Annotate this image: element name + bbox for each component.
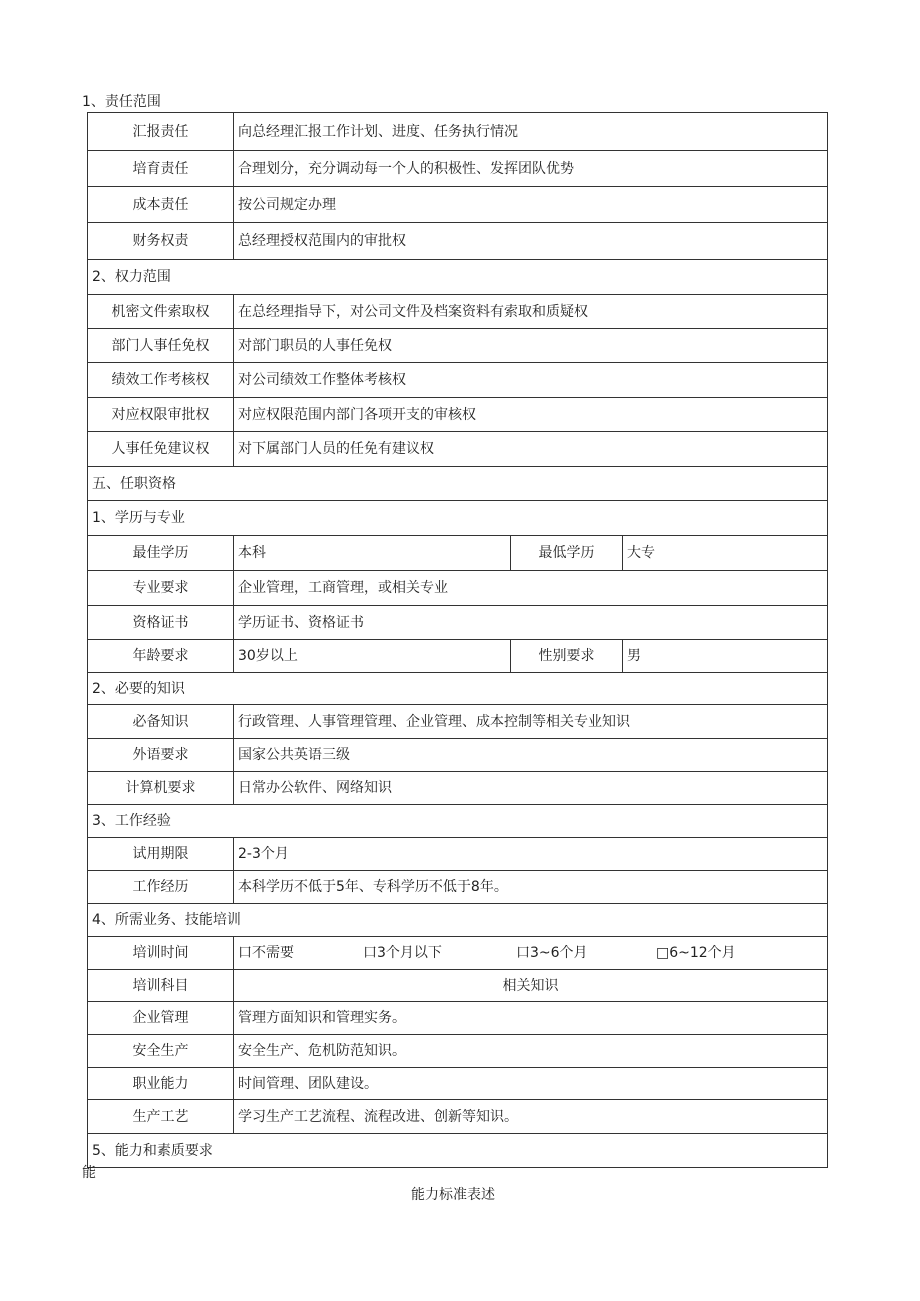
row-label: 安全生产 bbox=[88, 1035, 234, 1068]
table-row bbox=[88, 398, 828, 432]
row-value: 国家公共英语三级 bbox=[234, 739, 828, 772]
table-row bbox=[88, 606, 828, 640]
table-row bbox=[88, 536, 828, 571]
row-value: 2-3个月 bbox=[234, 838, 828, 871]
row-value: 学习生产工艺流程、流程改进、创新等知识。 bbox=[234, 1100, 828, 1134]
best-education-value: 本科 bbox=[234, 536, 511, 571]
row-label: 对应权限审批权 bbox=[88, 398, 234, 432]
gender-value: 男 bbox=[623, 640, 828, 673]
row-value: 对应权限范围内部门各项开支的审核权 bbox=[234, 398, 828, 432]
training-option-3-6-months[interactable]: 口3~6个月 bbox=[516, 945, 588, 961]
section-title-qualifications: 五、任职资格 bbox=[88, 467, 828, 501]
row-value: 对部门职员的人事任免权 bbox=[234, 329, 828, 363]
footer-left-text: 能 bbox=[82, 1165, 96, 1181]
section-title-training: 4、所需业务、技能培训 bbox=[88, 904, 828, 937]
section-header-row bbox=[88, 467, 828, 501]
training-time-options bbox=[234, 937, 828, 970]
section-title-education: 1、学历与专业 bbox=[88, 501, 828, 536]
table-row bbox=[88, 223, 828, 260]
table-row bbox=[88, 432, 828, 467]
row-value: 合理划分，充分调动每一个人的积极性、发挥团队优势 bbox=[234, 151, 828, 187]
row-label: 成本责任 bbox=[88, 187, 234, 223]
section-title-experience: 3、工作经验 bbox=[88, 805, 828, 838]
row-value: 本科学历不低于5年、专科学历不低于8年。 bbox=[234, 871, 828, 904]
training-subject-value: 相关知识 bbox=[234, 970, 828, 1002]
major-value: 企业管理，工商管理，或相关专业 bbox=[234, 571, 828, 606]
row-label: 生产工艺 bbox=[88, 1100, 234, 1134]
row-label: 外语要求 bbox=[88, 739, 234, 772]
table-row bbox=[88, 187, 828, 223]
row-value: 行政管理、人事管理管理、企业管理、成本控制等相关专业知识 bbox=[234, 705, 828, 739]
training-option-6-12-months[interactable]: □6~12个月 bbox=[656, 945, 736, 961]
training-option-none[interactable]: 口不需要 bbox=[238, 945, 294, 961]
table-row bbox=[88, 970, 828, 1002]
table-row bbox=[88, 329, 828, 363]
table-row bbox=[88, 1002, 828, 1035]
row-label: 部门人事任免权 bbox=[88, 329, 234, 363]
section-header-row bbox=[88, 260, 828, 295]
table-row bbox=[88, 1035, 828, 1068]
best-education-label: 最佳学历 bbox=[88, 536, 234, 571]
section-title-authority: 2、权力范围 bbox=[88, 260, 828, 295]
certificate-label: 资格证书 bbox=[88, 606, 234, 640]
row-label: 计算机要求 bbox=[88, 772, 234, 805]
footer-center-text: 能力标准表述 bbox=[411, 1187, 495, 1203]
gender-label: 性别要求 bbox=[511, 640, 623, 673]
major-label: 专业要求 bbox=[88, 571, 234, 606]
table-row bbox=[88, 295, 828, 329]
row-label: 财务权责 bbox=[88, 223, 234, 260]
row-value: 日常办公软件、网络知识 bbox=[234, 772, 828, 805]
min-education-label: 最低学历 bbox=[511, 536, 623, 571]
row-label: 工作经历 bbox=[88, 871, 234, 904]
row-value: 对公司绩效工作整体考核权 bbox=[234, 363, 828, 398]
section-title-ability: 5、能力和素质要求 bbox=[88, 1134, 828, 1168]
table-row bbox=[88, 1100, 828, 1134]
row-label: 培育责任 bbox=[88, 151, 234, 187]
row-label: 机密文件索取权 bbox=[88, 295, 234, 329]
table-row bbox=[88, 838, 828, 871]
row-value: 对下属部门人员的任免有建议权 bbox=[234, 432, 828, 467]
row-value: 管理方面知识和管理实务。 bbox=[234, 1002, 828, 1035]
row-value: 在总经理指导下，对公司文件及档案资料有索取和质疑权 bbox=[234, 295, 828, 329]
row-value: 按公司规定办理 bbox=[234, 187, 828, 223]
section-title-responsibility: 1、责任范围 bbox=[82, 94, 161, 110]
table-row bbox=[88, 363, 828, 398]
row-label: 汇报责任 bbox=[88, 113, 234, 151]
row-value: 安全生产、危机防范知识。 bbox=[234, 1035, 828, 1068]
age-value: 30岁以上 bbox=[234, 640, 511, 673]
section-title-knowledge: 2、必要的知识 bbox=[88, 673, 828, 705]
table-row bbox=[88, 113, 828, 151]
table-row bbox=[88, 871, 828, 904]
section-header-row bbox=[88, 673, 828, 705]
training-option-under-3-months[interactable]: 口3个月以下 bbox=[363, 945, 442, 961]
table-row bbox=[88, 640, 828, 673]
training-time-label: 培训时间 bbox=[88, 937, 234, 970]
age-label: 年龄要求 bbox=[88, 640, 234, 673]
table-row bbox=[88, 739, 828, 772]
training-subject-label: 培训科目 bbox=[88, 970, 234, 1002]
table-row bbox=[88, 705, 828, 739]
row-value: 时间管理、团队建设。 bbox=[234, 1068, 828, 1100]
row-label: 职业能力 bbox=[88, 1068, 234, 1100]
section-header-row bbox=[88, 1134, 828, 1168]
table-row bbox=[88, 772, 828, 805]
table-row bbox=[88, 937, 828, 970]
section-header-row bbox=[88, 501, 828, 536]
min-education-value: 大专 bbox=[623, 536, 828, 571]
row-label: 人事任免建议权 bbox=[88, 432, 234, 467]
section-header-row bbox=[88, 904, 828, 937]
row-label: 企业管理 bbox=[88, 1002, 234, 1035]
row-label: 必备知识 bbox=[88, 705, 234, 739]
table-row bbox=[88, 151, 828, 187]
row-value: 总经理授权范围内的审批权 bbox=[234, 223, 828, 260]
table-row bbox=[88, 571, 828, 606]
row-label: 绩效工作考核权 bbox=[88, 363, 234, 398]
section-header-row bbox=[88, 805, 828, 838]
row-value: 向总经理汇报工作计划、进度、任务执行情况 bbox=[234, 113, 828, 151]
row-label: 试用期限 bbox=[88, 838, 234, 871]
job-description-table bbox=[87, 112, 828, 1168]
certificate-value: 学历证书、资格证书 bbox=[234, 606, 828, 640]
table-row bbox=[88, 1068, 828, 1100]
